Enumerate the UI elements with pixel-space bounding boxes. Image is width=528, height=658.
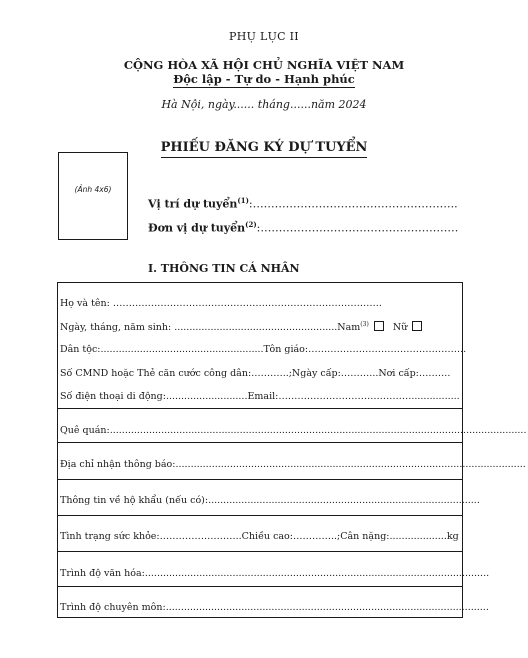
full-name-row[interactable]: Họ và tên: …………………………………………………………………………. <box>60 298 382 309</box>
section-title: I. THÔNG TIN CÁ NHÂN <box>148 262 300 275</box>
appendix-heading: PHỤ LỤC II <box>229 30 299 43</box>
address-row[interactable]: Địa chỉ nhận thông báo:.................................................................................................................... <box>60 459 526 470</box>
education-row[interactable]: Trình độ văn hóa:.................................................................................................................. <box>60 568 490 579</box>
photo-label: (Ảnh 4x6) <box>74 185 112 194</box>
divider <box>58 408 462 409</box>
professional-row[interactable]: Trình độ chuyên môn:........................................................................................................... <box>60 602 489 613</box>
male-checkbox[interactable] <box>374 321 384 331</box>
unit-dots: :……………………………………………… <box>256 221 459 235</box>
phone-email-row[interactable]: Số điện thoại di động:...........................Email:……………………………………................ <box>60 391 460 402</box>
unit-label: Đơn vị dự tuyển <box>148 221 246 235</box>
position-field[interactable] <box>148 196 458 211</box>
personal-info-table <box>57 282 527 618</box>
position-label: Vị trí dự tuyển <box>148 197 238 211</box>
position-ref: (1) <box>237 196 249 205</box>
divider <box>58 442 462 443</box>
unit-ref: (2) <box>245 220 257 229</box>
motto-text: Độc lập - Tự do - Hạnh phúc <box>173 72 355 86</box>
id-card-row[interactable]: Số CMND hoặc Thẻ căn cước công dân:…….…..;Ngày cấp:………...Nơi cấp:………. <box>60 368 451 379</box>
motto-heading <box>0 72 528 86</box>
female-checkbox[interactable] <box>412 321 422 331</box>
form-title-text: PHIẾU ĐĂNG KÝ DỰ TUYỂN <box>161 140 368 158</box>
dob-row[interactable] <box>60 321 422 333</box>
hometown-row[interactable]: Quê quán:.......................................................................................................................................... <box>60 425 527 436</box>
photo-box <box>58 152 128 240</box>
divider <box>58 479 462 480</box>
dob-text: Ngày, tháng, năm sinh: ......................................................Nam <box>60 322 361 334</box>
divider <box>58 586 462 587</box>
household-row[interactable]: Thông tin về hộ khẩu (nếu có):.......................................................................................... <box>60 495 480 506</box>
place-date: Hà Nội, ngày...... tháng......năm 2024 <box>161 98 367 111</box>
health-row[interactable]: Tình trạng sức khỏe:……………………..Chiều cao:…………..;Cân nặng:...................kg <box>60 531 459 542</box>
female-label: Nữ <box>392 322 408 334</box>
divider <box>58 551 462 552</box>
republic-heading: CỘNG HÒA XÃ HỘI CHỦ NGHĨA VIỆT NAM <box>123 58 405 72</box>
position-dots: :……………………………………………….. <box>248 197 458 211</box>
divider <box>58 515 462 516</box>
dob-ref: (3) <box>360 321 369 328</box>
unit-field[interactable] <box>148 220 458 235</box>
ethnicity-religion-row[interactable]: Dân tộc:......................................................Tôn giáo:………………………………………….. <box>60 344 467 355</box>
